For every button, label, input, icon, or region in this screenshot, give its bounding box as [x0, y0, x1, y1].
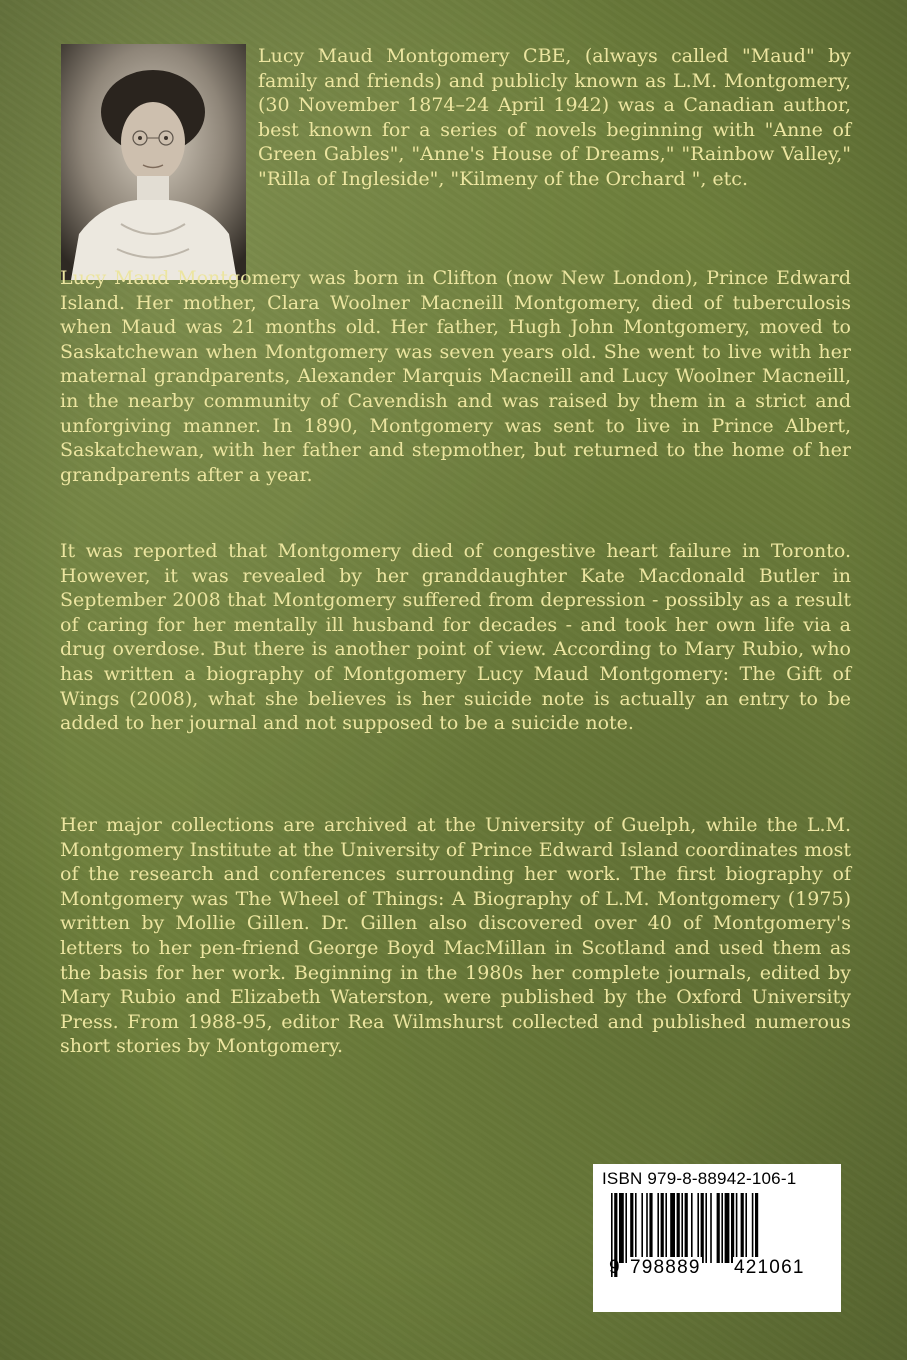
barcode-bar	[731, 1193, 734, 1263]
barcode-bar	[752, 1193, 754, 1263]
barcode-bar	[677, 1193, 680, 1263]
barcode-bar	[661, 1193, 664, 1263]
barcode-bar	[625, 1193, 627, 1263]
barcode-bar	[691, 1193, 693, 1263]
isbn-barcode	[593, 1164, 841, 1312]
barcode-bar	[736, 1193, 738, 1263]
barcode-bar	[641, 1193, 643, 1263]
barcode-bar	[649, 1193, 652, 1263]
barcode-bar	[745, 1193, 747, 1263]
early-life-paragraph: Lucy Maud Montgomery was born in Clifton (now New London), Prince Edward Island. Her mother, Clara Woolner Macneill Montgomery, died of tuberculosis when Maud was 21 months old. Her father, Hugh John Montgomery, moved to Saskatchewan when Montgomery was seven years old. She went to live with her maternal grandparents, Alexander Marquis Macneill and Lucy Woolner Macneill, in the nearby community of Cavendish and was raised by them in a strict and unforgiving manner. In 1890, Montgomery was sent to live in Prince Albert, Saskatchewan, with her father and stepmother, but returned to the home of her grandparents after a year.	[60, 267, 851, 486]
author-portrait	[61, 44, 246, 280]
barcode-digits	[609, 1259, 825, 1279]
legacy-paragraph: Her major collections are archived at the University of Guelph, while the L.M. Montgomery Institute at the University of Prince Edward Island coordinates most of the research and conferences surrounding her work. The first biography of Montgomery was The Wheel of Things: A Biography of L.M. Montgomery (1975) written by Mollie Gillen. Dr. Gillen also discovered over 40 of Montgomery's letters to her pen-friend George Boyd MacMillan in Scotland and used them as the basis for her work. Beginning in the 1980s her complete journals, edited by Mary Rubio and Elizabeth Waterston, were published by the Oxford University Press. From 1988-95, editor Rea Wilmshurst collected and published numerous short stories by Montgomery.	[60, 814, 851, 1058]
barcode-bar	[665, 1193, 667, 1263]
barcode-bar	[705, 1193, 707, 1263]
barcode-bar	[681, 1193, 683, 1263]
isbn-label: ISBN 979-8-88942-106-1	[602, 1169, 797, 1188]
barcode-bar	[635, 1193, 637, 1263]
barcode-bar	[717, 1193, 720, 1263]
barcode-digit-first: 9	[609, 1257, 620, 1278]
barcode-bar	[697, 1193, 699, 1263]
barcode-bar	[670, 1193, 675, 1263]
barcode-bar	[721, 1193, 723, 1263]
death-paragraph: It was reported that Montgomery died of congestive heart failure in Toronto. However, it was revealed by her granddaughter Kate Macdonald Butler in September 2008 that Montgomery suffered from depression - possibly as a result of caring for her mentally ill husband for decades - and took her own life via a drug overdose. But there is another point of view. According to Mary Rubio, who has written a biography of Montgomery Lucy Maud Montgomery: The Gift of Wings (2008), what she believes is her suicide note is actually an entry to be added to her journal and not supposed to be a suicide note.	[60, 540, 851, 735]
barcode-bar	[646, 1193, 648, 1263]
barcode-digit-group-2: 421061	[734, 1257, 805, 1278]
barcode-bar	[619, 1193, 624, 1263]
barcode-bar	[725, 1193, 730, 1263]
barcode-bar	[657, 1193, 659, 1263]
barcode-bars	[601, 1193, 833, 1283]
barcode-bar	[741, 1193, 744, 1263]
barcode-bar	[701, 1193, 704, 1263]
barcode-digit-group-1: 798889	[630, 1257, 701, 1278]
intro-paragraph: Lucy Maud Montgomery CBE, (always called "Maud" by family and friends) and publicly known as L.M. Montgomery, (30 November 1874–24 April 1942) was a Canadian author, best known for a series of novels beginning with "Anne of Green Gables", "Anne's House of Dreams," "Rainbow Valley," "Rilla of Ingleside", "Kilmeny of the Orchard ", etc.	[258, 45, 851, 190]
barcode-bar	[630, 1193, 633, 1263]
barcode-bar	[710, 1193, 712, 1263]
